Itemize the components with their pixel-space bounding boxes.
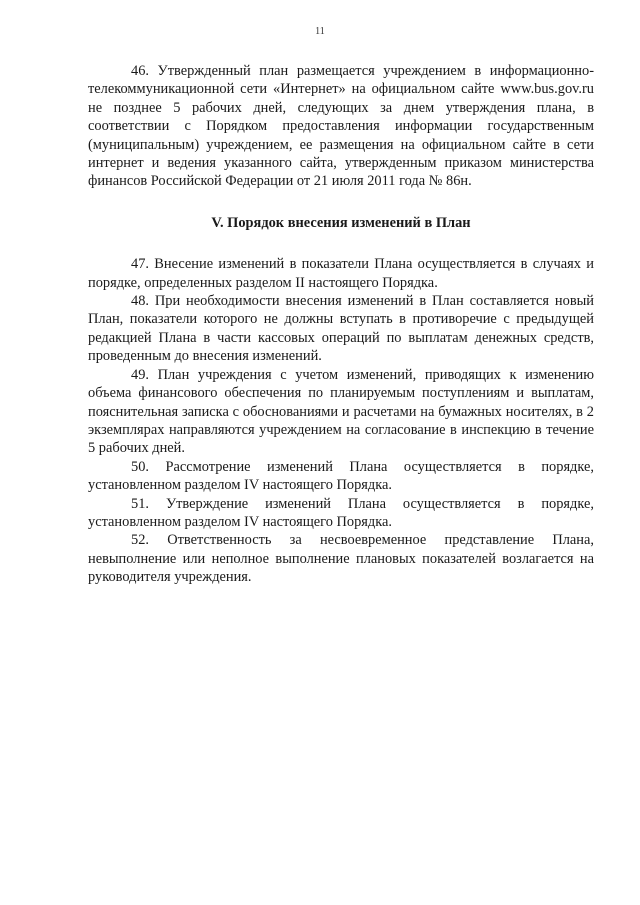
- paragraph-48: 48. При необходимости внесения изменений в План составляется новый План, показатели которого не должны вступать в противоречие с предыдущей редакцией Плана в части кассовых операций по выплатам денежных средств, проведенным до внесения изменений.: [88, 293, 594, 365]
- page-number: 11: [315, 26, 325, 37]
- paragraph-46: 46. Утвержденный план размещается учреждением в информационно-телекоммуникационной сети «Интернет» на официальном сайте www.bus.gov.ru не позднее 5 рабочих дней, следующих за днем утверждения плана, в соответствии с Порядком предоставления информации государственным (муниципальным) учреждением, ее размещения на официальном сайте в сети интернет и ведения указанного сайта, утвержденным приказом министерства финансов Российской Федерации от 21 июля 2011 года № 86н.: [88, 63, 594, 190]
- paragraph-52: 52. Ответственность за несвоевременное представление Плана, невыполнение или неполное выполнение плановых показателей возлагается на руководителя учреждения.: [88, 532, 594, 586]
- paragraph-51: 51. Утверждение изменений Плана осуществляется в порядке, установленном разделом IV настоящего Порядка.: [88, 495, 594, 530]
- paragraph-47: 47. Внесение изменений в показатели Плана осуществляется в случаях и порядке, определенных разделом II настоящего Порядка.: [88, 256, 594, 291]
- paragraph-49: 49. План учреждения с учетом изменений, приводящих к изменению объема финансового обеспечения по планируемым поступлениям и выплатам, пояснительная записка с обоснованиями и расчетами на бумажных носителях, в 2 экземплярах направляются учреждением на согласование в инспекцию в течение 5 рабочих дней.: [88, 366, 594, 457]
- paragraph-50: 50. Рассмотрение изменений Плана осуществляется в порядке, установленном разделом IV настоящего Порядка.: [88, 458, 594, 494]
- section-heading: V. Порядок внесения изменений в План: [211, 214, 471, 231]
- document-body: [88, 62, 594, 587]
